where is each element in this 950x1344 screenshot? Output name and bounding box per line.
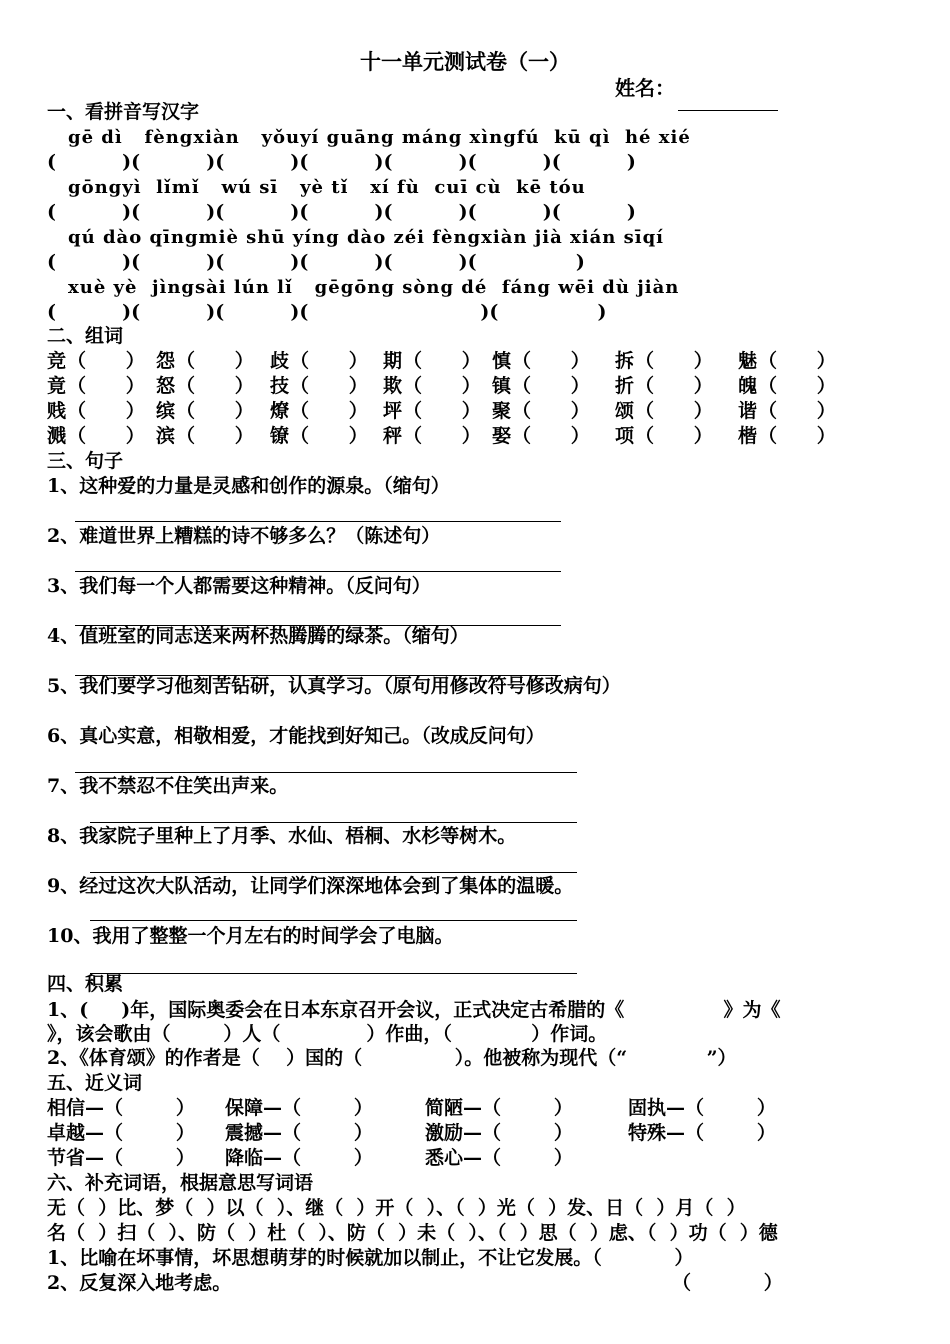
word-group-blank[interactable]: （ ） [176, 425, 254, 447]
name-label: 姓名： [615, 76, 675, 100]
sentence-item: 1、这种爱的力量是灵感和创作的源泉。（缩句） [47, 475, 450, 497]
word-group-cell[interactable]: 歧 [270, 350, 290, 372]
word-group-blank[interactable]: （ ） [176, 400, 254, 422]
answer-brackets-row[interactable]: ( )( )( )( )( ) [47, 301, 607, 323]
word-group-blank[interactable]: （ ） [290, 375, 368, 397]
answer-line[interactable] [90, 973, 577, 974]
page-title: 十一单元测试卷（一） [360, 49, 570, 74]
fill-blank-line[interactable]: 1、( )年，国际奥委会在日本东京召开会议，正式决定古希腊的《 》为《 [47, 999, 781, 1021]
synonym-item[interactable]: 降临—（ ） [225, 1147, 373, 1169]
answer-line[interactable] [90, 822, 577, 823]
sentence-item: 6、真心实意，相敬相爱，才能找到好知己。（改成反问句） [47, 725, 545, 747]
sentence-item: 5、我们要学习他刻苦钻研，认真学习。（原句用修改符号修改病句） [47, 675, 621, 697]
word-group-blank[interactable]: （ ） [512, 375, 590, 397]
word-group-cell[interactable]: 技 [270, 375, 290, 397]
section-heading-sentences: 三、句子 [47, 450, 124, 472]
name-field-line[interactable] [678, 110, 778, 111]
word-group-cell[interactable]: 欺 [383, 375, 403, 397]
word-group-cell[interactable]: 缤 [156, 400, 176, 422]
word-group-blank[interactable]: （ ） [512, 350, 590, 372]
word-group-cell[interactable]: 楷 [738, 425, 758, 447]
word-group-cell[interactable]: 镣 [270, 425, 290, 447]
word-group-cell[interactable]: 溅 [47, 425, 67, 447]
word-group-blank[interactable]: （ ） [176, 350, 254, 372]
word-group-cell[interactable]: 聚 [492, 400, 512, 422]
word-group-cell[interactable]: 怨 [156, 350, 176, 372]
word-group-cell[interactable]: 拆 [615, 350, 635, 372]
word-group-blank[interactable]: （ ） [403, 375, 481, 397]
sentence-item: 9、经过这次大队活动，让同学们深深地体会到了集体的温暖。 [47, 875, 574, 897]
definition-item[interactable]: 1、比喻在坏事情，坏思想萌芽的时候就加以制止，不让它发展。（ ） [47, 1247, 694, 1269]
answer-bracket[interactable]: （ ） [672, 1272, 783, 1294]
pinyin-row: xuè yè jìngsài lún lǐ gēgōng sòng dé fáng wēi dù jiàn [68, 277, 680, 298]
fill-blank-line[interactable]: 2、《体育颂》的作者是（ ）国的（ ）。他被称为现代（“ ”） [47, 1047, 737, 1069]
word-group-blank[interactable]: （ ） [635, 350, 713, 372]
sentence-item: 4、值班室的同志送来两杯热腾腾的绿茶。（缩句） [47, 625, 469, 647]
word-group-blank[interactable]: （ ） [635, 425, 713, 447]
word-group-blank[interactable]: （ ） [758, 375, 836, 397]
word-group-cell[interactable]: 竞 [47, 350, 67, 372]
answer-line[interactable] [75, 521, 561, 522]
word-group-blank[interactable]: （ ） [758, 350, 836, 372]
section-heading-pinyin: 一、看拼音写汉字 [47, 101, 200, 123]
answer-brackets-row[interactable]: ( )( )( )( )( )( )( ) [47, 201, 636, 223]
word-group-blank[interactable]: （ ） [67, 425, 145, 447]
word-group-blank[interactable]: （ ） [67, 350, 145, 372]
answer-line[interactable] [90, 920, 577, 921]
synonym-item[interactable]: 简陋—（ ） [425, 1097, 573, 1119]
word-group-blank[interactable]: （ ） [67, 375, 145, 397]
synonym-item[interactable]: 卓越—（ ） [47, 1122, 195, 1144]
word-group-cell[interactable]: 魄 [738, 375, 758, 397]
word-group-cell[interactable]: 颂 [615, 400, 635, 422]
word-group-cell[interactable]: 滨 [156, 425, 176, 447]
section-heading-idioms: 六、补充词语，根据意思写词语 [47, 1172, 314, 1194]
word-group-blank[interactable]: （ ） [67, 400, 145, 422]
word-group-blank[interactable]: （ ） [512, 400, 590, 422]
pinyin-row: gōngyì lǐmǐ wú sī yè tǐ xí fù cuī cù kē tóu [68, 177, 586, 198]
word-group-cell[interactable]: 竟 [47, 375, 67, 397]
idiom-fill-line[interactable]: 名（ ）扫（ ）、防（ ）杜（ ）、防（ ）未（ ）、（ ）思（ ）虑、（ ）功（ ）德 [47, 1222, 778, 1244]
synonym-item[interactable]: 激励—（ ） [425, 1122, 573, 1144]
word-group-blank[interactable]: （ ） [403, 350, 481, 372]
sentence-item: 10、我用了整整一个月左右的时间学会了电脑。 [47, 925, 454, 947]
definition-item: 2、反复深入地考虑。 [47, 1272, 232, 1294]
synonym-item[interactable]: 相信—（ ） [47, 1097, 195, 1119]
sentence-item: 2、难道世界上糟糕的诗不够多么？（陈述句） [47, 525, 441, 547]
word-group-blank[interactable]: （ ） [403, 400, 481, 422]
word-group-cell[interactable]: 怒 [156, 375, 176, 397]
synonym-item[interactable]: 特殊—（ ） [628, 1122, 776, 1144]
answer-line[interactable] [75, 772, 577, 773]
section-heading-word-groups: 二、组词 [47, 325, 124, 347]
word-group-cell[interactable]: 娶 [492, 425, 512, 447]
word-group-cell[interactable]: 秤 [383, 425, 403, 447]
word-group-blank[interactable]: （ ） [290, 350, 368, 372]
sentence-item: 3、我们每一个人都需要这种精神。（反问句） [47, 575, 431, 597]
answer-line[interactable] [75, 571, 561, 572]
synonym-item[interactable]: 保障—（ ） [225, 1097, 373, 1119]
pinyin-row: qú dào qīngmiè shū yíng dào zéi fèngxiàn jià xián sīqí [68, 227, 664, 248]
answer-brackets-row[interactable]: ( )( )( )( )( )( )( ) [47, 151, 636, 173]
pinyin-row: gē dì fèngxiàn yǒuyí guāng máng xìngfú kū qì hé xié [68, 127, 691, 148]
word-group-cell[interactable]: 慎 [492, 350, 512, 372]
word-group-cell[interactable]: 项 [615, 425, 635, 447]
word-group-cell[interactable]: 镇 [492, 375, 512, 397]
sentence-item: 8、我家院子里种上了月季、水仙、梧桐、水杉等树木。 [47, 825, 517, 847]
word-group-blank[interactable]: （ ） [758, 400, 836, 422]
word-group-blank[interactable]: （ ） [176, 375, 254, 397]
word-group-blank[interactable]: （ ） [635, 375, 713, 397]
word-group-cell[interactable]: 燎 [270, 400, 290, 422]
word-group-cell[interactable]: 期 [383, 350, 403, 372]
word-group-blank[interactable]: （ ） [758, 425, 836, 447]
word-group-cell[interactable]: 谐 [738, 400, 758, 422]
synonym-item[interactable]: 节省—（ ） [47, 1147, 195, 1169]
idiom-fill-line[interactable]: 无（ ）比、梦（ ）以（ ）、继（ ）开（ ）、（ ）光（ ）发、日（ ）月（ ） [47, 1197, 746, 1219]
fill-blank-line[interactable]: 》，该会歌由（ ）人（ ）作曲，（ ）作词。 [47, 1023, 608, 1045]
word-group-blank[interactable]: （ ） [290, 400, 368, 422]
word-group-cell[interactable]: 魅 [738, 350, 758, 372]
synonym-item[interactable]: 固执—（ ） [628, 1097, 776, 1119]
word-group-cell[interactable]: 贱 [47, 400, 67, 422]
word-group-blank[interactable]: （ ） [403, 425, 481, 447]
section-heading-accumulation: 四、积累 [47, 973, 124, 995]
word-group-blank[interactable]: （ ） [635, 400, 713, 422]
answer-brackets-row[interactable]: ( )( )( )( )( )( ) [47, 251, 585, 273]
word-group-cell[interactable]: 坪 [383, 400, 403, 422]
synonym-item[interactable]: 震撼—（ ） [225, 1122, 373, 1144]
sentence-item: 7、我不禁忍不住笑出声来。 [47, 775, 289, 797]
synonym-item[interactable]: 悉心—（ ） [425, 1147, 573, 1169]
answer-line[interactable] [90, 872, 577, 873]
word-group-blank[interactable]: （ ） [512, 425, 590, 447]
word-group-blank[interactable]: （ ） [290, 425, 368, 447]
section-heading-synonyms: 五、近义词 [47, 1072, 143, 1094]
word-group-cell[interactable]: 折 [615, 375, 635, 397]
